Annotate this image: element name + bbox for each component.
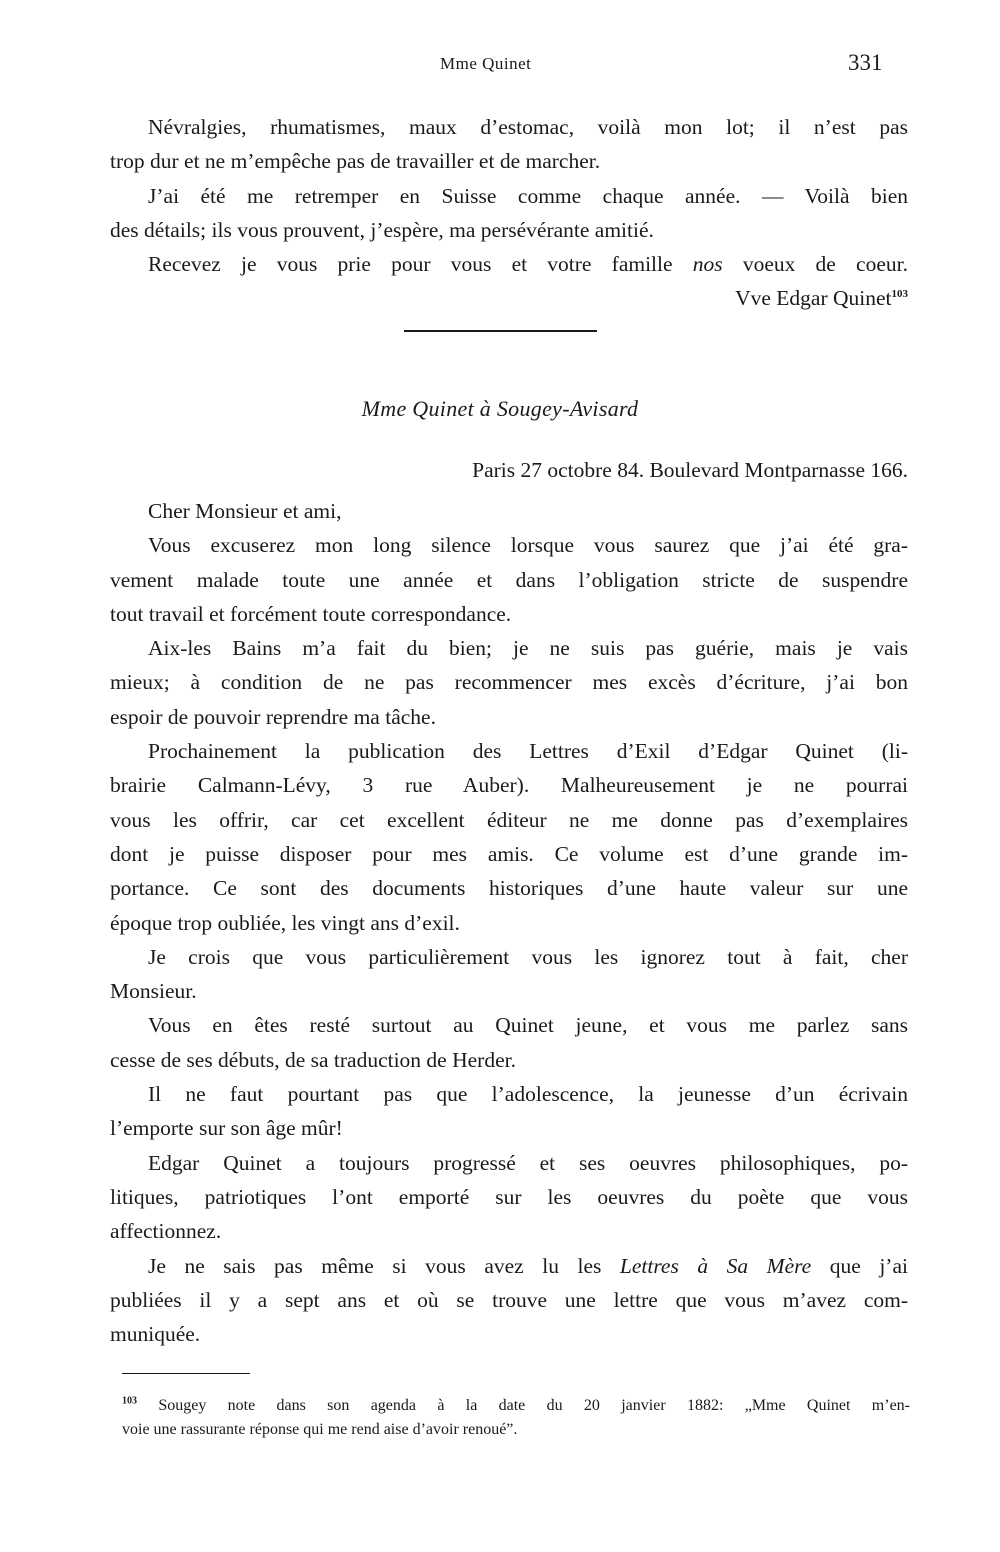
text-line: des détails; ils vous prouvent, j’espère, ma persévérante amitié. (110, 217, 654, 242)
text-line: portance. Ce sont des documents historiques d’une haute valeur sur une (110, 876, 908, 901)
signature (110, 281, 908, 315)
text-line: litiques, patriotiques l’ont emporté sur les oeuvres du poète que vous (110, 1184, 908, 1209)
footnote-number: 103 (122, 1395, 137, 1407)
text-line: Vous en êtes resté surtout au Quinet jeune, et vous me parlez sans (148, 1013, 908, 1038)
letter-body (110, 494, 908, 1351)
section-divider (404, 330, 597, 332)
text-line: Monsieur. (110, 979, 197, 1004)
text-line: Il ne faut pourtant pas que l’adolescence, la jeunesse d’un écrivain (148, 1082, 908, 1107)
text-line: publiées il y a sept ans et où se trouve une lettre que vous m’avez com- (110, 1287, 908, 1312)
closing-text-end: voeux de coeur. (722, 252, 908, 277)
text-line: J’ai été me retremper en Suisse comme chaque année. — Voilà bien (148, 183, 908, 208)
closing-text: Recevez je vous prie pour vous et votre famille (148, 252, 693, 277)
footnote-reference: 103 (891, 288, 908, 301)
footnote-line (122, 1394, 910, 1418)
text-line: Vous excuserez mon long silence lorsque vous saurez que j’ai été gra- (148, 533, 908, 558)
dateline: Paris 27 octobre 84. Boulevard Montparnasse 166. (472, 458, 908, 482)
text-line: brairie Calmann-Lévy, 3 rue Auber). Malheureusement je ne pourrai (110, 773, 908, 798)
footnote (122, 1394, 910, 1442)
text-line: Edgar Quinet a toujours progressé et ses oeuvres philosophiques, po- (148, 1150, 908, 1175)
page-number: 331 (848, 50, 883, 75)
salutation: Cher Monsieur et ami, (148, 499, 342, 523)
text-line: espoir de pouvoir reprendre ma tâche. (110, 704, 436, 729)
text-line: Aix-les Bains m’a fait du bien; je ne suis pas guérie, mais je vais (148, 636, 908, 661)
text-segment: que j’ai (811, 1253, 908, 1278)
book-title: Lettres à Sa Mère (619, 1253, 812, 1278)
text-line: dont je puisse disposer pour mes amis. Ce volume est d’une grande im- (110, 841, 908, 866)
top-letter (110, 110, 908, 316)
footnote-line: voie une rassurante réponse qui me rend aise d’avoir renoué”. (122, 1421, 518, 1438)
text-line: époque trop oubliée, les vingt ans d’exil. (110, 910, 460, 935)
text-line: affectionnez. (110, 1219, 222, 1244)
footnote-text: Sougey note dans son agenda à la date du 20 janvier 1882: „Mme Quinet m’en- (137, 1397, 910, 1414)
section-title: Mme Quinet à Sougey-Avisard (361, 396, 639, 421)
text-line: tout travail et forcément toute correspondance. (110, 601, 512, 626)
text-line: Je crois que vous particulièrement vous les ignorez tout à fait, cher (148, 944, 908, 969)
footnote-divider (122, 1373, 250, 1374)
signature-name: Vve Edgar Quinet (735, 286, 892, 311)
text-line: Prochainement la publication des Lettres d’Exil d’Edgar Quinet (li- (148, 739, 908, 764)
closing-emphasis: nos (692, 252, 723, 277)
text-line: muniquée. (110, 1322, 201, 1347)
text-line: mieux; à condition de ne pas recommencer mes excès d’écriture, j’ai bon (110, 670, 908, 695)
text-line: vous les offrir, car cet excellent éditeur ne me donne pas d’exemplaires (110, 807, 908, 832)
text-line: cesse de ses débuts, de sa traduction de Herder. (110, 1047, 516, 1072)
text-line: Névralgies, rhumatismes, maux d’estomac, voilà mon lot; il n’est pas (148, 115, 908, 139)
text-line: vement malade toute une année et dans l’obligation stricte de suspendre (110, 567, 908, 592)
text-line: trop dur et ne m’empêche pas de travailler et de marcher. (110, 149, 601, 174)
running-head (0, 50, 1000, 84)
running-title: Mme Quinet (440, 54, 532, 73)
closing-line (110, 247, 908, 281)
text-line: l’emporte sur son âge mûr! (110, 1116, 343, 1141)
text-segment: Je ne sais pas même si vous avez lu les (148, 1253, 620, 1278)
text-line (110, 1249, 908, 1283)
